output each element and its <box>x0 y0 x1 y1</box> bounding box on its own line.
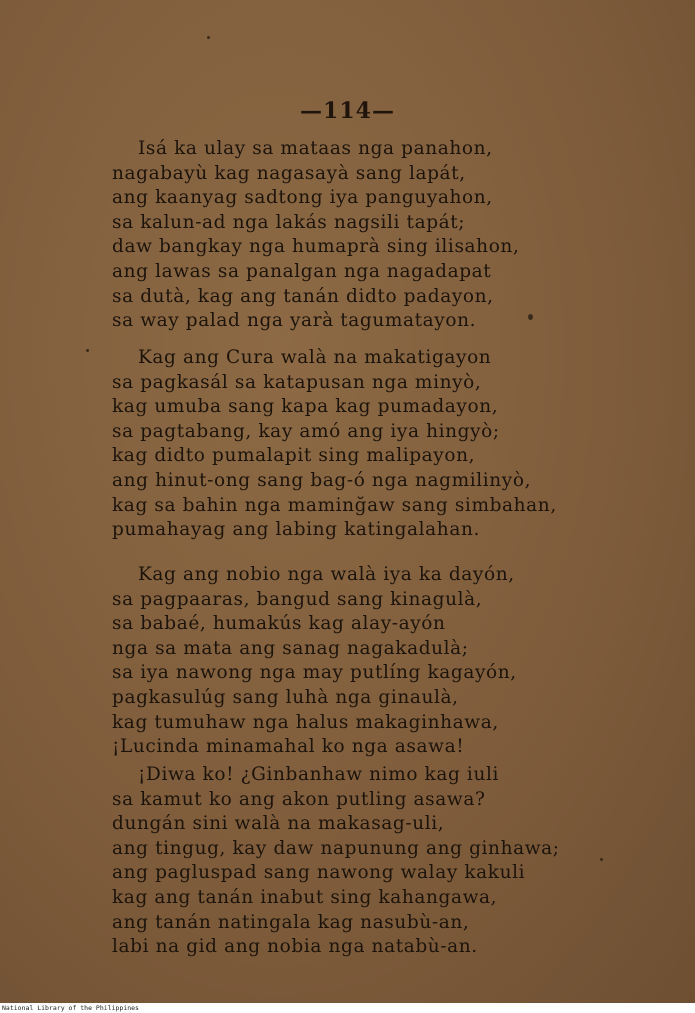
verse-line: ¡Lucinda minamahal ko nga asawa! <box>112 736 465 758</box>
verse-line: ang lawas sa panalgan nga nagadapat <box>112 260 492 282</box>
verse-line: ang tanán natingala kag nasubù-an, <box>112 911 470 933</box>
verse-line: ang tingug, kay daw napunung ang ginhawa; <box>112 837 560 859</box>
verse-line: sa way palad nga yarà tagumatayon. <box>112 310 477 332</box>
verse-line: kag tumuhaw nga halus makaginhawa, <box>112 711 499 733</box>
library-credit: National Library of the Philippines <box>2 1004 139 1012</box>
verse-line: sa pagkasál sa katapusan nga minyò, <box>112 371 482 393</box>
footer-bar <box>0 1004 695 1013</box>
verse-line: kag ang tanán inabut sing kahangawa, <box>112 886 498 908</box>
verse-line: dungán sini walà na makasag-uli, <box>112 813 445 835</box>
verse-line: sa pagtabang, kay amó ang iya hingyò; <box>112 420 500 442</box>
verse-line: Isá ka ulay sa mataas nga panahon, <box>138 138 493 159</box>
verse-line: sa babaé, humakús kag alay-ayón <box>112 613 446 635</box>
verse-line: sa pagpaaras, bangud sang kinagulà, <box>112 588 483 610</box>
verse-line: kag umuba sang kapa kag pumadayon, <box>112 396 499 418</box>
stanza-2 <box>112 346 612 543</box>
verse-line: kag didto pumalapit sing malipayon, <box>112 445 476 467</box>
verse-line: ang hinut-ong sang bag-ó nga nagmilinyò, <box>112 469 532 491</box>
paper-speck <box>86 349 89 352</box>
verse-line: pagkasulúg sang luhà nga ginaulà, <box>112 686 459 708</box>
verse-line: labi na gid ang nobia nga natabù-an. <box>112 936 478 958</box>
verse-line: daw bangkay nga humaprà sing ilisahon, <box>112 236 520 258</box>
stanza-1 <box>112 137 612 334</box>
verse-line: nga sa mata ang sanag nagakadulà; <box>112 637 469 659</box>
verse-line: ang kaanyag sadtong iya panguyahon, <box>112 187 493 209</box>
verse-line: ¡Diwa ko! ¿Ginbanhaw nimo kag iuli <box>138 764 499 785</box>
verse-line: sa iya nawong nga may putlíng kagayón, <box>112 662 517 684</box>
verse-line: sa dutà, kag ang tanán didto padayon, <box>112 285 494 307</box>
verse-line: sa kamut ko ang akon putling asawa? <box>112 788 486 810</box>
verse-line: ang pagluspad sang nawong walay kakuli <box>112 862 526 884</box>
page-number: —114— <box>300 98 395 124</box>
verse-line: Kag ang nobio nga walà iya ka dayón, <box>138 564 515 585</box>
verse-line: nagabayù kag nagasayà sang lapát, <box>112 162 466 184</box>
paper-speck <box>207 36 210 39</box>
verse-line: kag sa bahin nga maminğaw sang simbahan, <box>112 494 557 516</box>
verse-line: Kag ang Cura walà na makatigayon <box>138 347 492 368</box>
stanza-4 <box>112 763 612 960</box>
verse-line: sa kalun-ad nga lakás nagsili tapát; <box>112 211 466 233</box>
verse-line: pumahayag ang labing katingalahan. <box>112 519 480 541</box>
stanza-3 <box>112 563 612 760</box>
